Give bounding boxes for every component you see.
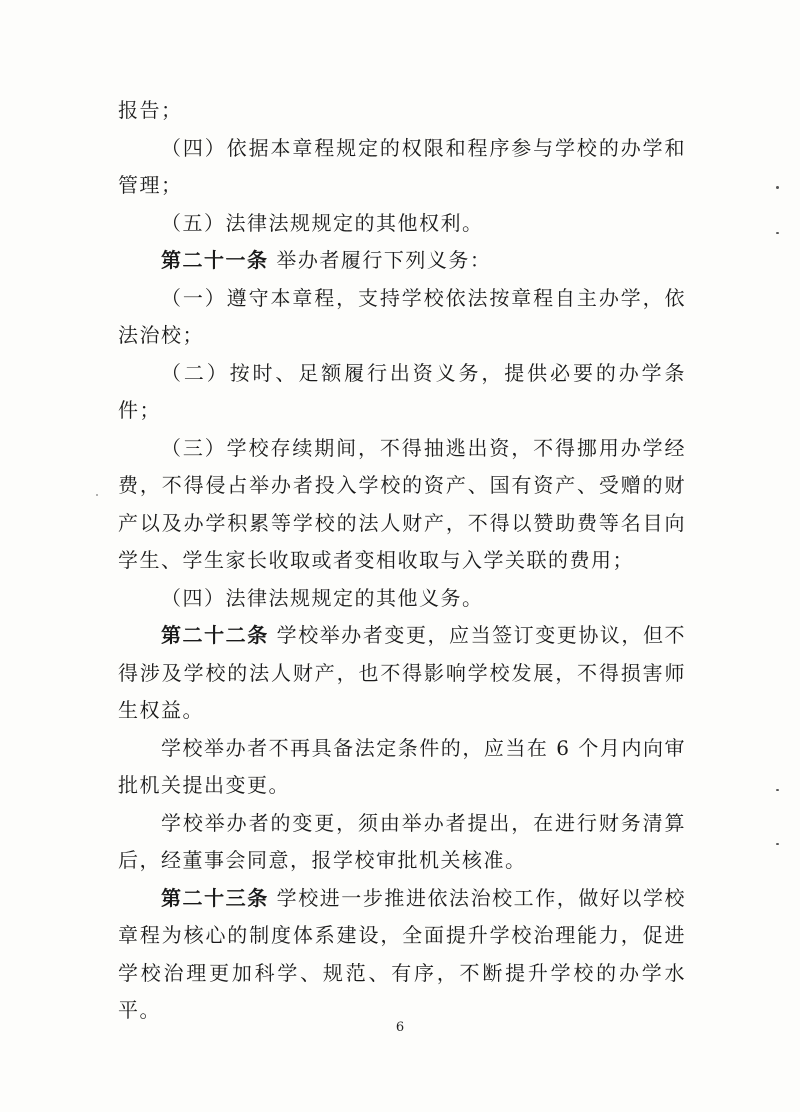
article-heading: 第二十三条 <box>161 885 269 910</box>
article-heading: 第二十二条 <box>161 623 269 647</box>
duty-2: （二）按时、足额履行出资义务，提供必要的办学条件； <box>118 360 686 422</box>
article-22-clause-2: 学校举办者不再具备法定条件的，应当在 6 个月内向审批机关提出变更。 <box>118 735 686 797</box>
duty-1: （一）遵守本章程，支持学校依法按章程自主办学，依法治校； <box>118 285 686 347</box>
article-22-clause-3: 学校举办者的变更，须由举办者提出，在进行财务清算后，经董事会同意，报学校审批机关核准。 <box>118 810 686 872</box>
article-22: 第二十二条 学校举办者变更，应当签订变更协议，但不得涉及学校的法人财产，也不得影响学校发展，不得损害师生权益。 <box>118 623 687 722</box>
scan-speck <box>776 232 779 234</box>
duty-3: （三）学校存续期间，不得抽逃出资，不得挪用办学经费，不得侵占举办者投入学校的资产、国有资产、受赠的财产以及办学积累等学校的法人财产，不得以赞助费等名目向学生、学生家长收取或者变相收取与入学关联的费用； <box>118 435 686 572</box>
document-body <box>118 92 686 1030</box>
scan-speck <box>776 789 779 791</box>
paragraph-right-4: （四）依据本章程规定的权限和程序参与学校的办学和管理； <box>118 135 686 197</box>
paragraph-continuation: 报告； <box>118 98 183 122</box>
duty-4: （四）法律法规规定的其他义务。 <box>161 585 484 610</box>
article-23: 第二十三条 学校进一步推进依法治校工作，做好以学校章程为核心的制度体系建设，全面提升学校治理能力，促进学校治理更加科学、规范、有序，不断提升学校的办学水平。 <box>118 885 687 1022</box>
paragraph-right-5: （五）法律法规规定的其他权利。 <box>161 210 484 235</box>
scan-speck <box>96 494 98 496</box>
scan-speck <box>776 186 779 189</box>
article-21: 第二十一条 举办者履行下列义务： <box>161 248 492 272</box>
article-heading: 第二十一条 <box>161 248 269 272</box>
scan-speck <box>776 843 779 845</box>
page-number: 6 <box>395 1020 405 1035</box>
